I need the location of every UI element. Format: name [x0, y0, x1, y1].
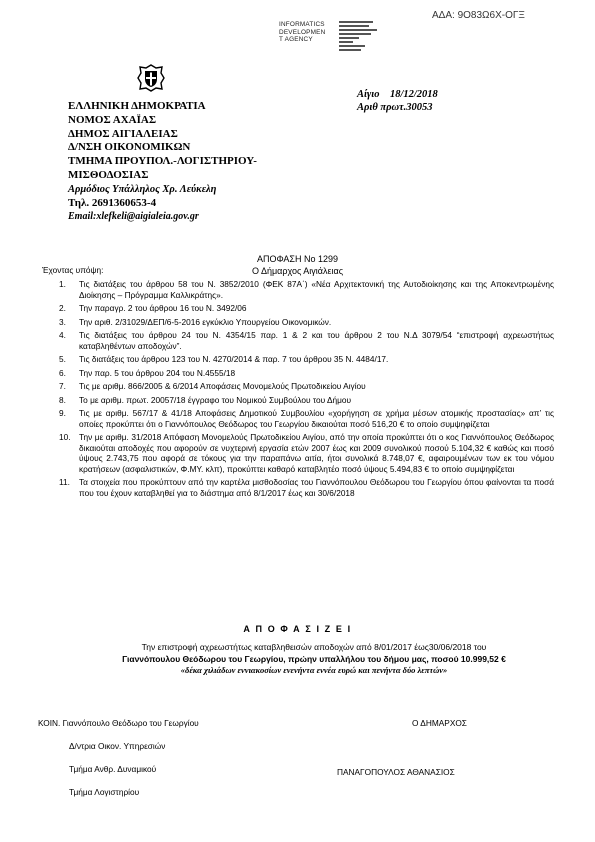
ada-code: ΑΔΑ: 9Ο83Ω6Χ-ΟΓΞ: [432, 10, 525, 21]
agency-stamp: [279, 21, 325, 44]
email: Email:xlefkeli@aigialeia.gov.gr: [68, 211, 199, 223]
list-item: 2. Την παραγρ. 2 του άρθρου 16 του Ν. 3492/06: [59, 303, 247, 313]
emblem-icon: [136, 63, 166, 93]
date-protocol-block: [357, 88, 438, 114]
intro-text: Έχοντας υπόψη:: [42, 265, 104, 275]
document-date: Αίγιο 18/12/2018: [357, 89, 438, 100]
directorate: Δ/ΝΣΗ ΟΙΚΟΝΟΜΙΚΩΝ: [68, 141, 191, 154]
decision-line-2: Γιαννόπουλου Θεόδωρου του Γεωργίου, πρώην υπαλλήλου του δήμου μας, ποσού 10.999,52 €: [122, 653, 506, 664]
department: ΤΜΗΜΑ ΠΡΟΥΠΟΛ.-ΛΟΓΙΣΤΗΡΙΟΥ-: [68, 155, 257, 168]
decision-body: [68, 642, 560, 677]
decision-subtitle: Ο Δήμαρχος Αιγιάλειας: [251, 266, 344, 276]
list-item: 10. Την με αριθμ. 31/2018 Απόφαση Μονομελούς Πρωτοδικείου Αιγίου, από την οποία προκύπτει ότι ο κος Γιαννόπουλος Θεόδωρος δικαιούται αποδοχές που αφορούν σε νυχτερινή εργασία ετών 2007 έως και 2009 συνολικού ποσού 5.104,32 € καθώς και ποσό ύψους 2.743,75 που αφορά σε τόκους για την παραπάνω αιτία, ήτοι συνολικά 8.748,07 €, αφαιρουμένων των εκ του νόμου κρατήσεων (ασφαλιστικών, Φ.ΜΥ. κλπ), προκύπτει καθαρό καταβλητέο ποσό ύψους 5.494,83 € το οποίο συμψηφίζεται: [59, 432, 554, 474]
list-item: 9. Τις με αριθμ. 567/17 & 41/18 Αποφάσεις Δημοτικού Συμβουλίου «χορήγηση σε χρήμα μέσων ατομικής προστασίας» απ’ τις οποίες προκύπτει ότι ο Γιαννόπουλος Θεόδωρος του Γεωργίου δικαιούται ποσό 516,20 € το οποίο συμψηφίζεται: [59, 408, 554, 429]
recipient-1: ΚΟΙΝ. Γιαννόπουλο Θεόδωρο του Γεωργίου: [38, 718, 199, 728]
agency-line-1: INFORMATICS: [279, 21, 325, 28]
agency-fine-print: [339, 21, 399, 57]
greek-coat-of-arms-emblem: [136, 63, 166, 98]
signatory-title: Ο ΔΗΜΑΡΧΟΣ: [412, 718, 467, 728]
decides-heading: Α Π Ο Φ Α Σ Ι Ζ Ε Ι: [243, 624, 352, 634]
agency-stamp-small-text: [339, 21, 399, 58]
list-item: 6. Την παρ. 5 του άρθρου 204 του Ν.4555/18: [59, 367, 236, 378]
municipality: ΔΗΜΟΣ ΑΙΓΙΑΛΕΙΑΣ: [68, 127, 178, 140]
list-item: 5. Τις διατάξεις του άρθρου 123 του Ν. 4270/2014 & παρ. 7 του άρθρου 35 Ν. 4484/17.: [59, 354, 389, 364]
issuing-authority-block: [68, 100, 257, 224]
recipient-2: Δ/ντρια Οικον. Υπηρεσιών: [69, 741, 166, 751]
decision-number: ΑΠΟΦΑΣΗ Νο 1299: [256, 254, 339, 264]
recipients-block: [38, 717, 199, 809]
recipient-3: Τμήμα Ανθρ. Δυναμικού: [69, 764, 157, 774]
hellenic-republic: ΕΛΛΗΝΙΚΗ ΔΗΜΟΚΡΑΤΙΑ: [68, 100, 206, 112]
agency-line-2: DEVELOPMEN: [279, 28, 326, 36]
prefecture: ΝΟΜΟΣ ΑΧΑΪΑΣ: [68, 113, 157, 126]
recipient-4: Τμήμα Λογιστηρίου: [69, 787, 140, 797]
considerations-list: [42, 279, 554, 501]
department-cont: ΜΙΣΘΟΔΟΣΙΑΣ: [68, 168, 149, 181]
decision-line-3: «δέκα χιλιάδων εννιακοσίων ενενήντα εννέα ευρώ και πενήντα δύο λεπτών»: [180, 665, 448, 675]
telephone: Τηλ. 2691360653-4: [68, 196, 157, 209]
protocol-number: Αριθ πρωτ.30053: [357, 102, 433, 113]
agency-line-3: T AGENCY: [279, 36, 313, 43]
list-item: 11. Τα στοιχεία που προκύπτουν από την καρτέλα μισθοδοσίας του Γιαννόπουλου Θεόδωρου του Γεωργίου όπου φαίνονται τα ποσά που του έχουν καταβληθεί για το διάστημα από 8/1/2017 έως και 30/6/2018: [59, 477, 554, 498]
decision-line-1: Την επιστροφή αχρεωστήτως καταβληθεισών αποδοχών από 8/01/2017 έως30/06/2018 του: [141, 642, 487, 652]
list-item: 3. Την αριθ. 2/31029/ΔΕΠ/6-5-2016 εγκύκλιο Υπουργείου Οικονομικών.: [59, 316, 332, 327]
list-item: 4. Τις διατάξεις του άρθρου 24 του Ν. 4354/15 παρ. 1 & 2 και του άρθρου 2 του Ν.Δ 3079/54 “επιστροφή αχρεωστήτως καταβληθέντων αποδοχών”.: [59, 330, 554, 351]
list-item: 1. Τις διατάξεις του άρθρου 58 του Ν. 3852/2010 (ΦΕΚ 87Α΄) «Νέα Αρχιτεκτονική της Αυτοδιοίκησης και της Αποκεντρωμένης Διοίκησης – Πρόγραμμα Καλλικράτης».: [59, 279, 554, 300]
signatory-name: ΠΑΝΑΓΟΠΟΥΛΟΣ ΑΘΑΝΑΣΙΟΣ: [337, 767, 455, 777]
responsible-employee: Αρμόδιος Υπάλληλος Χρ. Λεύκελη: [68, 183, 217, 195]
list-item: 7. Τις με αριθμ. 866/2005 & 6/2014 Αποφάσεις Μονομελούς Πρωτοδικείου Αιγίου: [59, 381, 366, 391]
list-item: 8. Το με αριθμ. πρωτ. 20057/18 έγγραφο του Νομικού Συμβούλου του Δήμου: [59, 394, 352, 405]
